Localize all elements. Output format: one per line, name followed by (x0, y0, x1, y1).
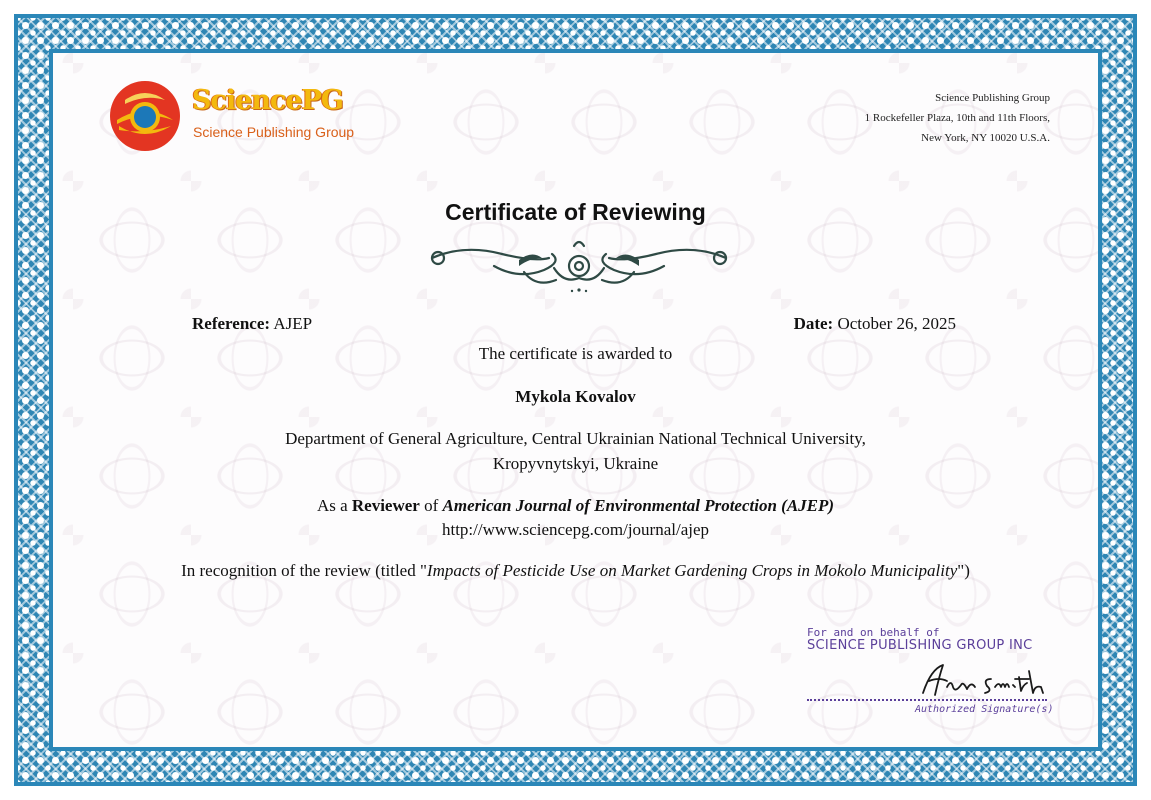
brand-subtitle: Science Publishing Group (193, 124, 355, 140)
role-prefix: As a (316, 496, 348, 515)
date (794, 314, 956, 334)
brand-name: SciencePG (192, 85, 343, 116)
signature-caption: Authorized Signature(s) (915, 704, 1054, 715)
sciencepg-logo (106, 79, 355, 153)
on-behalf-text: For and on behalf of (807, 626, 940, 639)
reference-value: AJEP (273, 314, 313, 333)
signature-block (807, 626, 1057, 721)
journal-url: http://www.sciencepg.com/journal/ajep (441, 520, 710, 539)
publisher-address (865, 88, 1050, 148)
recipient-name: Mykola Kovalov (515, 387, 636, 406)
address-line: Science Publishing Group (935, 92, 1050, 104)
journal-name: American Journal of Environmental Protection (AJEP) (442, 496, 835, 515)
certificate-title: Certificate of Reviewing (445, 199, 706, 225)
recognition-text (0, 561, 1151, 581)
role: Reviewer (351, 496, 420, 515)
flourish-ornament-icon (424, 236, 734, 296)
address-line: New York, NY 10020 U.S.A. (921, 132, 1050, 144)
handwritten-signature (917, 659, 1047, 701)
date-label: Date: (793, 314, 834, 333)
date-value: October 26, 2025 (837, 314, 956, 333)
review-title: Impacts of Pesticide Use on Market Gardening Crops in Mokolo Municipality (426, 561, 958, 580)
company-stamp: SCIENCE PUBLISHING GROUP INC (807, 638, 1033, 653)
recognition-suffix: ") (957, 561, 970, 580)
signature-line (807, 699, 1047, 701)
reference (192, 314, 312, 334)
reference-label: Reference: (192, 314, 271, 333)
affiliation-line-1: Department of General Agriculture, Central Ukrainian National Technical University, (285, 429, 866, 448)
sciencepg-logo-icon (109, 80, 181, 152)
affiliation-line-2: Kropyvnytskyi, Ukraine (492, 454, 659, 473)
awarded-text: The certificate is awarded to (478, 344, 673, 363)
role-of: of (424, 496, 439, 515)
recognition-prefix: In recognition of the review (titled " (181, 561, 427, 580)
address-line: 1 Rockefeller Plaza, 10th and 11th Floors, (864, 112, 1050, 124)
reviewer-role (0, 496, 1151, 516)
